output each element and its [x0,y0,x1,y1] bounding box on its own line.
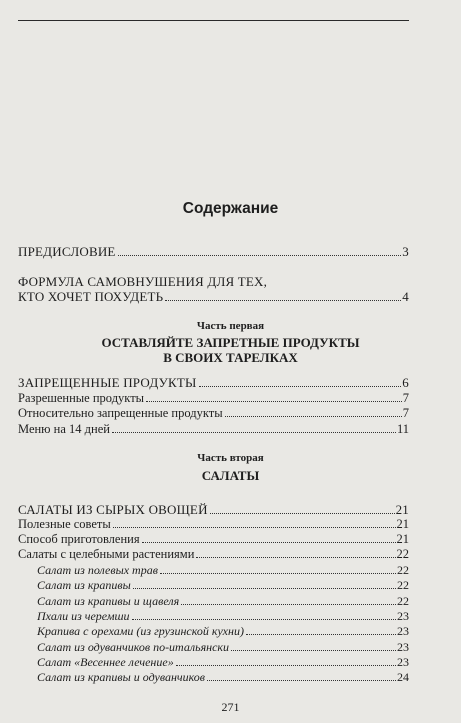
toc-entry-label: Салат из полевых трав [37,563,158,577]
page-title: Содержание [182,200,279,217]
toc-entry-page: 4 [402,289,409,304]
toc-recipe-entry[interactable] [37,670,409,685]
toc-recipe-entry[interactable] [37,594,409,609]
leader-dots [142,542,396,543]
leader-dots [181,604,396,605]
toc-entry-page: 22 [396,547,409,561]
toc-recipe-entry[interactable] [37,624,409,639]
part-two-heading: САЛАТЫ [201,468,260,483]
toc-entry-label: Меню на 14 дней [18,422,110,436]
leader-dots [210,513,395,514]
leader-dots [176,665,396,666]
toc-entry-label: ЗАПРЕЩЕННЫЕ ПРОДУКТЫ [18,375,197,390]
toc-entry-page: 23 [397,624,409,638]
toc-entry-label: Полезные советы [18,517,111,531]
part-one-heading-line2: В СВОИХ ТАРЕЛКАХ [163,350,298,365]
toc-entry-label: Салаты с целебными растениями [18,547,195,561]
leader-dots [133,588,396,589]
leader-dots [113,527,396,528]
toc-entry-label: Крапива с орехами (из грузинской кухни) [37,624,244,638]
leader-dots [118,255,402,256]
header-rule [18,20,409,21]
toc-entry-page: 21 [395,502,409,517]
leader-dots [207,680,396,681]
leader-dots [132,619,396,620]
leader-dots [165,300,401,301]
toc-entry-page: 22 [397,578,409,592]
toc-entry[interactable] [18,375,409,390]
toc-entry-label: Салат «Весеннее лечение» [37,655,174,669]
toc-entry[interactable] [18,517,409,532]
toc-entry-page: 23 [397,655,409,669]
toc-entry[interactable] [18,502,409,517]
toc-recipe-entry[interactable] [37,655,409,670]
toc-entry-page: 11 [396,422,409,436]
toc-entry-page: 21 [396,532,409,546]
toc-recipe-entry[interactable] [37,578,409,593]
toc-entry-page: 3 [402,244,409,259]
toc-entry[interactable] [18,547,409,562]
part-two-label: Часть вторая [197,452,264,464]
toc-entry-label: Разрешенные продукты [18,391,145,405]
toc-entry-page: 24 [397,670,409,684]
toc-entry-label: Пхали из черемши [37,609,130,623]
toc-entry-label: Салат из крапивы и щавеля [37,594,180,608]
leader-dots [199,386,402,387]
toc-entry-label: КТО ХОЧЕТ ПОХУДЕТЬ [18,289,164,304]
toc-recipe-entry[interactable] [37,640,409,655]
leader-dots [196,557,395,558]
toc-entry-page: 22 [397,594,409,608]
toc-entry-label: ПРЕДИСЛОВИЕ [18,244,116,259]
toc-entry-page: 23 [397,609,409,623]
page-number: 271 [221,700,240,714]
leader-dots [225,416,402,417]
toc-entry-label: Способ приготовления [18,532,140,546]
leader-dots [246,634,396,635]
toc-entry-page: 7 [402,391,409,405]
toc-entry-label: Салат из крапивы и одуванчиков [37,670,206,684]
toc-entry-page: 7 [402,406,409,420]
toc-entry-label: САЛАТЫ ИЗ СЫРЫХ ОВОЩЕЙ [18,502,208,517]
toc-entry-page: 23 [397,640,409,654]
part-one-label: Часть первая [196,320,265,332]
toc-recipe-entry[interactable] [37,563,409,578]
leader-dots [231,650,396,651]
toc-entry-label: Относительно запрещенные продукты [18,406,223,420]
leader-dots [160,573,396,574]
part-one-heading-line1: ОСТАВЛЯЙТЕ ЗАПРЕТНЫЕ ПРОДУКТЫ [101,335,360,350]
toc-entry-formula[interactable] [18,289,409,304]
toc-entry-page: 21 [396,517,409,531]
toc-entry-label: Салат из крапивы [37,578,131,592]
toc-entry-page: 6 [402,375,409,390]
toc-recipe-entry[interactable] [37,609,409,624]
leader-dots [112,432,396,433]
leader-dots [146,401,402,402]
toc-entry[interactable] [18,406,409,421]
toc-entry[interactable] [18,391,409,406]
toc-entry-page: 22 [397,563,409,577]
toc-entry-label: Салат из одуванчиков по-итальянски [37,640,230,654]
toc-entry[interactable] [18,532,409,547]
toc-entry[interactable] [18,422,409,437]
toc-entry-preface[interactable] [18,244,409,259]
toc-entry-formula-line1: ФОРМУЛА САМОВНУШЕНИЯ ДЛЯ ТЕХ, [18,274,268,289]
